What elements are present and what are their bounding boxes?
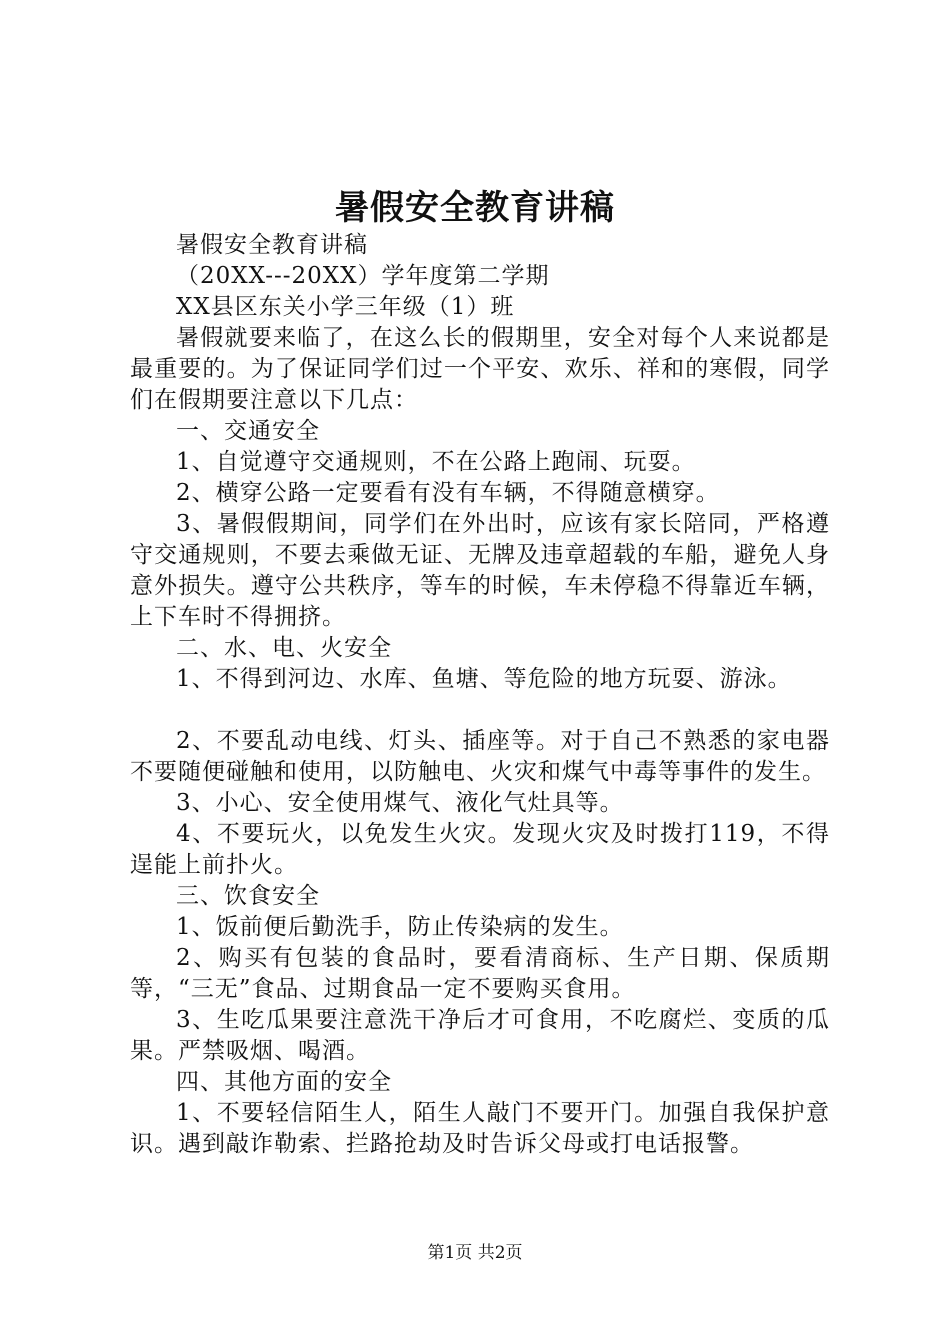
food-item-2: 2、购买有包装的食品时，要看清商标、生产日期、保质期等，“三无”食品、过期食品一定不要购买食用。 [130, 945, 830, 1002]
section-heading-traffic: 一、交通安全 [176, 418, 320, 444]
water-electric-fire-item-1: 1、不得到河边、水库、鱼塘、等危险的地方玩耍、游泳。 [176, 666, 792, 692]
class-line: XX县区东关小学三年级（1）班 [176, 294, 515, 320]
page-footer: 第1页 共2页 [427, 1243, 523, 1263]
section-heading-water-electric-fire: 二、水、电、火安全 [176, 635, 392, 661]
subtitle-line: 暑假安全教育讲稿 [176, 232, 368, 258]
section-heading-other: 四、其他方面的安全 [176, 1069, 392, 1095]
food-item-3: 3、生吃瓜果要注意洗干净后才可食用，不吃腐烂、变质的瓜果。严禁吸烟、喝酒。 [130, 1007, 830, 1064]
other-item-1: 1、不要轻信陌生人，陌生人敲门不要开门。加强自我保护意识。遇到敲诈勒索、拦路抢劫及时告诉父母或打电话报警。 [130, 1100, 830, 1157]
traffic-item-2: 2、横穿公路一定要看有没有车辆，不得随意横穿。 [176, 480, 720, 506]
document-body [130, 230, 830, 1160]
water-electric-fire-item-3: 3、小心、安全使用煤气、液化气灶具等。 [176, 790, 624, 816]
document-title: 暑假安全教育讲稿 [335, 188, 615, 228]
water-electric-fire-item-4: 4、不要玩火，以免发生火灾。发现火灾及时拨打119，不得逞能上前扑火。 [130, 821, 830, 878]
blank-line [130, 695, 830, 726]
term-line: （20XX---20XX）学年度第二学期 [176, 263, 550, 289]
intro-paragraph: 暑假就要来临了，在这么长的假期里，安全对每个人来说都是最重要的。为了保证同学们过一个平安、欢乐、祥和的寒假，同学们在假期要注意以下几点： [130, 325, 830, 413]
traffic-item-1: 1、自觉遵守交通规则，不在公路上跑闹、玩耍。 [176, 449, 696, 475]
section-heading-food: 三、饮食安全 [176, 883, 320, 909]
water-electric-fire-item-2: 2、不要乱动电线、灯头、插座等。对于自己不熟悉的家电器不要随便碰触和使用，以防触电、火灾和煤气中毒等事件的发生。 [130, 728, 830, 785]
food-item-1: 1、饭前便后勤洗手，防止传染病的发生。 [176, 914, 624, 940]
traffic-item-3: 3、暑假假期间，同学们在外出时，应该有家长陪同，严格遵守交通规则，不要去乘做无证、无牌及违章超载的车船，避免人身意外损失。遵守公共秩序，等车的时候，车未停稳不得靠近车辆，上下车时不得拥挤。 [130, 511, 830, 630]
